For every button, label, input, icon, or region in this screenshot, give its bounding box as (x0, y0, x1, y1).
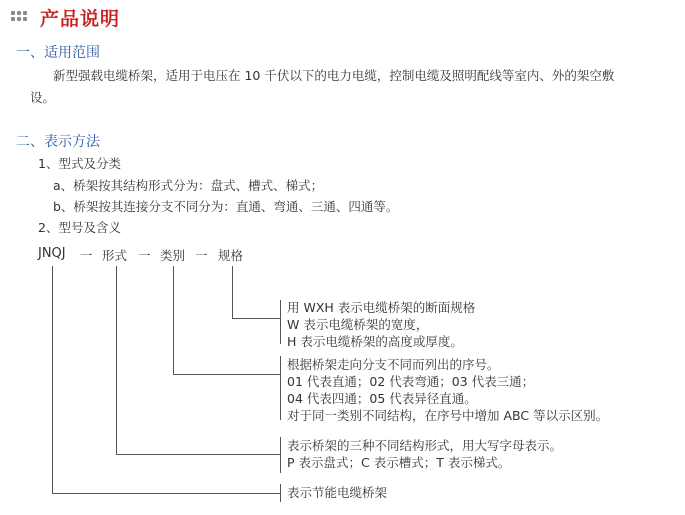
model-meaning-heading: 2、型号及含义 (38, 220, 121, 235)
model-code: JNQJ (38, 246, 66, 261)
bracket-form (280, 437, 281, 473)
explanation-spec (287, 299, 475, 350)
connector-spec-vertical (232, 266, 233, 318)
page-title: 产品说明 (40, 8, 121, 30)
connector-spec-horizontal (232, 318, 280, 319)
explanation-code (287, 484, 387, 501)
section1-paragraph-line2: 设。 (30, 90, 56, 105)
classification-item-b: b、桥架按其连接分支不同分为：直通、弯通、三通、四通等。 (53, 199, 399, 214)
model-dash-2: 一 (138, 248, 151, 263)
bracket-code (280, 484, 281, 502)
section1-paragraph-line1: 新型强载电缆桥架，适用于电压在 10 千伏以下的电力电缆，控制电缆及照明配线等室内、外的架空敷 (53, 68, 615, 83)
model-part-category: 类别 (160, 248, 186, 263)
connector-code-horizontal (52, 493, 280, 494)
section1-heading: 一、适用范围 (16, 45, 100, 61)
explanation-line: 04 代表四通；05 代表异径直通。 (287, 391, 477, 406)
model-dash-3: 一 (195, 248, 208, 263)
bracket-category (280, 356, 281, 420)
explanation-line: 根据桥架走向分支不同而列出的序号。 (287, 357, 500, 372)
section2-heading: 二、表示方法 (16, 134, 100, 150)
model-part-form: 形式 (102, 248, 128, 263)
classification-item-a: a、桥架按其结构形式分为：盘式、槽式、梯式； (53, 178, 324, 193)
connector-code-vertical (52, 266, 53, 493)
explanation-line: 01 代表直通；02 代表弯通；03 代表三通； (287, 374, 535, 389)
type-classification-heading: 1、型式及分类 (38, 156, 121, 171)
explanation-line: 对于同一类别不同结构，在序号中增加 ABC 等以示区别。 (287, 408, 609, 423)
connector-category-vertical (173, 266, 174, 374)
explanation-line: P 表示盘式；C 表示槽式；T 表示梯式。 (287, 455, 511, 470)
explanation-line: 表示桥架的三种不同结构形式，用大写字母表示。 (287, 438, 563, 453)
explanation-line: 用 WXH 表示电缆桥架的断面规格 (287, 300, 476, 315)
explanation-line: W 表示电缆桥架的宽度， (287, 317, 429, 332)
explanation-category (287, 356, 608, 424)
connector-form-horizontal (116, 454, 280, 455)
explanation-form (287, 437, 562, 471)
connector-form-vertical (116, 266, 117, 454)
model-part-spec: 规格 (218, 248, 244, 263)
connector-category-horizontal (173, 374, 280, 375)
model-dash-1: 一 (80, 248, 93, 263)
explanation-line: H 表示电缆桥架的高度或厚度。 (287, 334, 463, 349)
bracket-spec (280, 300, 281, 344)
explanation-line: 表示节能电缆桥架 (287, 485, 388, 500)
grid-dots-icon (11, 11, 33, 23)
